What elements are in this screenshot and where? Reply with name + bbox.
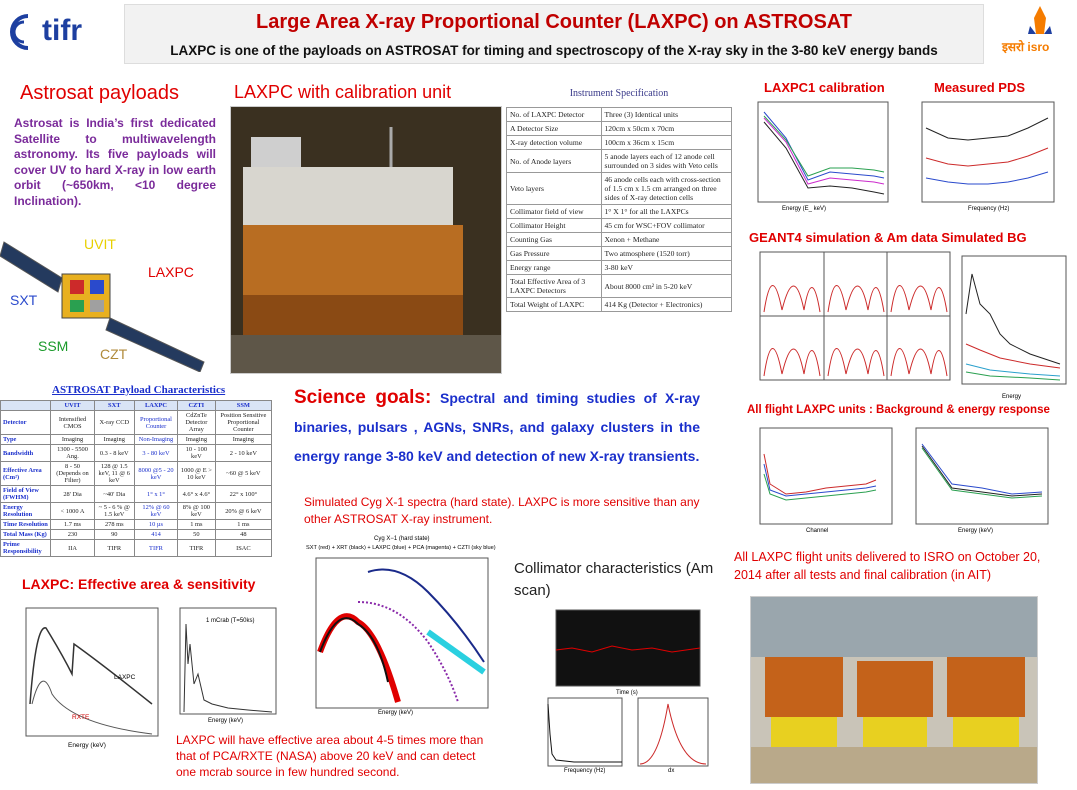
- payload-row: [1, 462, 272, 486]
- payload-cell: 8 - 50 (Depends on Filter): [51, 462, 94, 486]
- payload-cell: TIFR: [94, 540, 134, 557]
- spec-row: [507, 298, 732, 312]
- payload-cell: 1000 @ E > 10 keV: [178, 462, 216, 486]
- payload-row: [1, 540, 272, 557]
- payload-row-header: Type: [1, 435, 51, 445]
- payload-cell: 28' Dia: [51, 486, 94, 503]
- satellite-illustration: [0, 222, 226, 372]
- spec-param: Total Effective Area of 3 LAXPC Detectors: [507, 275, 602, 298]
- spec-heading: Instrument Specification: [569, 88, 669, 99]
- cyg-legend: SXT (red) + XRT (black) + LAXPC (blue) + PCA (magenta) + CZTI (sky blue): [306, 545, 496, 551]
- spec-row: [507, 219, 732, 233]
- effective-caption: LAXPC will have effective area about 4-5 times more than that of PCA/RXTE (NASA) above 20 keV and can detect one mcrab source in few hundred second.: [176, 733, 484, 779]
- payload-table-panel: [0, 400, 272, 557]
- tifr-logo: [6, 10, 106, 54]
- bg-plot-svg: [950, 254, 1068, 402]
- payload-row: [1, 503, 272, 520]
- spec-row: [507, 173, 732, 205]
- payload-cell: 22° x 100°: [215, 486, 271, 503]
- spec-value: About 8000 cm² in 5-20 keV: [601, 275, 732, 298]
- payload-cell: Imaging: [215, 435, 271, 445]
- label-laxpc: LAXPC: [148, 264, 194, 280]
- cyg-caption: Simulated Cyg X-1 spectra (hard state). LAXPC is more sensitive than any other ASTROSAT X-ray instrument.: [304, 495, 700, 526]
- label-czt: CZT: [100, 346, 128, 362]
- spec-panel: [506, 88, 732, 312]
- effective-heading: LAXPC: Effective area & sensitivity: [22, 576, 256, 592]
- payload-cell: 12% @ 60 keV: [134, 503, 177, 520]
- payload-cell: 278 ms: [94, 520, 134, 530]
- payload-col-header: [1, 401, 51, 411]
- laxpc-detector-photo: [231, 107, 501, 373]
- collimator-time-svg: [512, 606, 704, 700]
- spec-value: Xenon + Methane: [601, 233, 732, 247]
- spec-value: 120cm x 50cm x 70cm: [601, 122, 732, 136]
- collimator-time-plot: [512, 606, 704, 700]
- curve-rxte-label: RXTE: [72, 714, 90, 721]
- flight-bg-svg: [746, 424, 896, 542]
- payload-row-header: Prime Responsibility: [1, 540, 51, 557]
- spec-row: [507, 122, 732, 136]
- payload-cell: 230: [51, 530, 94, 540]
- payload-cell: 0.3 - 8 keV: [94, 445, 134, 462]
- payload-cell: 128 @ 1.5 keV, 11 @ 6 keV: [94, 462, 134, 486]
- payload-row-header: Bandwidth: [1, 445, 51, 462]
- payload-row: [1, 486, 272, 503]
- pds-plot-svg: [908, 98, 1058, 220]
- cyg-xlabel: Energy (keV): [378, 710, 414, 716]
- spec-param: Collimator Height: [507, 219, 602, 233]
- spec-value: 3-80 keV: [601, 261, 732, 275]
- payload-row-header: Energy Resolution: [1, 503, 51, 520]
- payload-cell: Intensified CMOS: [51, 411, 94, 435]
- collimator-freq-xlabel: Frequency (Hz): [564, 768, 606, 774]
- delivery-lab-photo: [751, 597, 1037, 783]
- calib-heading: LAXPC1 calibration: [764, 80, 885, 95]
- sensitivity-label: 1 mCrab (T=50ks): [206, 618, 255, 624]
- payload-col-header: CZTI: [178, 401, 216, 411]
- payload-row-header: Effective Area (Cm²): [1, 462, 51, 486]
- spec-value: Two atmosphere (1520 torr): [601, 247, 732, 261]
- payload-col-header: UVIT: [51, 401, 94, 411]
- spec-param: No. of Anode layers: [507, 150, 602, 173]
- cyg-plot-svg: [298, 532, 494, 720]
- spec-table: [506, 107, 732, 312]
- payload-row: [1, 445, 272, 462]
- payload-table-heading: ASTROSAT Payload Characteristics: [52, 384, 226, 396]
- payload-row-header: Detector: [1, 411, 51, 435]
- payload-cell: Imaging: [94, 435, 134, 445]
- collimator-heading: Collimator characteristics (Am scan): [514, 560, 714, 599]
- page-subtitle: LAXPC is one of the payloads on ASTROSAT for timing and spectroscopy of the X-ray sky in the 3-80 keV energy bands: [170, 43, 938, 58]
- payload-cell: IIA: [51, 540, 94, 557]
- spec-value: Three (3) Identical units: [601, 108, 732, 122]
- payload-cell: 414: [134, 530, 177, 540]
- payload-cell: < 1000 A: [51, 503, 94, 520]
- header-banner: [124, 4, 984, 64]
- payload-cell: Position Sensitive Proportional Counter: [215, 411, 271, 435]
- science-heading: Science goals:: [294, 387, 432, 408]
- payload-cell: 4.6° x 4.6°: [178, 486, 216, 503]
- payload-cell: CdZnTe Detector Array: [178, 411, 216, 435]
- payload-cell: 1300 - 5500 Ang.: [51, 445, 94, 462]
- spec-param: A Detector Size: [507, 122, 602, 136]
- payload-row-header: Time Resolution: [1, 520, 51, 530]
- payload-row-header: Total Mass (Kg): [1, 530, 51, 540]
- payload-cell: X-ray CCD: [94, 411, 134, 435]
- spec-value: 45 cm for WSC+FOV collimator: [601, 219, 732, 233]
- payload-cell: Imaging: [178, 435, 216, 445]
- delivery-photo: [750, 596, 1038, 784]
- payload-cell: 1° x 1°: [134, 486, 177, 503]
- collimator-freq-svg: [514, 694, 624, 778]
- spec-param: Collimator field of view: [507, 205, 602, 219]
- payload-cell: 2 - 10 keV: [215, 445, 271, 462]
- collimator-freq-plot: [514, 694, 624, 778]
- collimator-dx-plot: [624, 694, 710, 778]
- payload-cell: 8000 @5 - 20 keV: [134, 462, 177, 486]
- payload-cell: TIFR: [134, 540, 177, 557]
- isro-logo: [1000, 4, 1070, 56]
- pds-heading: Measured PDS: [934, 80, 1026, 95]
- spec-value: 46 anode cells each with cross-section of 1.5 cm x 1.5 cm arranged on three sides of X-ray detection cells: [601, 173, 732, 205]
- payload-cell: 90: [94, 530, 134, 540]
- science-text: Spectral and timing studies of X-ray binaries, pulsars , AGNs, SNRs, and galaxy clusters in the energy range 3-80 keV and detection of new X-ray transients.: [294, 390, 700, 464]
- tifr-wordmark: tifr: [42, 14, 82, 47]
- spec-row: [507, 247, 732, 261]
- spec-value: 414 Kg (Detector + Electronics): [601, 298, 732, 312]
- pds-xlabel: Frequency (Hz): [968, 206, 1010, 212]
- laxpc-photo: [230, 106, 502, 374]
- spec-value: 100cm x 36cm x 15cm: [601, 136, 732, 150]
- spec-param: X-ray detection volume: [507, 136, 602, 150]
- spec-param: Veto layers: [507, 173, 602, 205]
- label-uvit: UVIT: [84, 236, 116, 252]
- spec-row: [507, 275, 732, 298]
- label-sxt: SXT: [10, 292, 38, 308]
- spec-value: 5 anode layers each of 12 anode cell surrounded on 3 sides with Veto cells: [601, 150, 732, 173]
- spec-param: No. of LAXPC Detector: [507, 108, 602, 122]
- payload-cell: 1.7 ms: [51, 520, 94, 530]
- collimator-dx-xlabel: dx: [668, 768, 675, 774]
- flight-heading: All flight LAXPC units : Background & energy response: [747, 404, 1050, 416]
- payload-cell: ~60 @ 5 keV: [215, 462, 271, 486]
- isro-rocket-icon: [1000, 4, 1070, 38]
- cyg-plot: [298, 532, 494, 720]
- payload-cell: 48: [215, 530, 271, 540]
- geant-heading: GEANT4 simulation & Am data Simulated BG: [749, 230, 1027, 245]
- collimator-dx-svg: [624, 694, 710, 778]
- payload-cell: TIFR: [178, 540, 216, 557]
- payload-cell: 50: [178, 530, 216, 540]
- curve-laxpc-label: LAXPC: [114, 674, 136, 681]
- effective-xlabel: Energy (keV): [68, 742, 106, 749]
- calib-xlabel: Energy (E_ keV): [782, 206, 827, 212]
- payload-col-header: SSM: [215, 401, 271, 411]
- bg-xlabel: Energy: [1002, 394, 1022, 400]
- payload-cell: Non-Imaging: [134, 435, 177, 445]
- payload-cell: ~ 5 - 6 % @ 1.5 keV: [94, 503, 134, 520]
- calib-plot: [742, 98, 892, 220]
- payload-row: [1, 530, 272, 540]
- payload-cell: 3 - 80 keV: [134, 445, 177, 462]
- spec-param: Counting Gas: [507, 233, 602, 247]
- spec-row: [507, 136, 732, 150]
- payload-cell: 10 - 100 keV: [178, 445, 216, 462]
- spec-param: Energy range: [507, 261, 602, 275]
- spec-row: [507, 261, 732, 275]
- spec-row: [507, 233, 732, 247]
- effective-area-svg: [2, 604, 162, 752]
- flight-resp-plot: [902, 424, 1052, 542]
- astrosat-heading: Astrosat payloads: [20, 82, 179, 104]
- geant-plot-svg: [742, 250, 954, 392]
- spec-row: [507, 150, 732, 173]
- collimator-time-xlabel: Time (s): [616, 690, 638, 696]
- label-ssm: SSM: [38, 338, 69, 354]
- payload-cell: 8% @ 100 keV: [178, 503, 216, 520]
- payload-cell: 20% @ 6 keV: [215, 503, 271, 520]
- payload-cell: Imaging: [51, 435, 94, 445]
- sensitivity-xlabel: Energy (keV): [208, 718, 244, 724]
- payload-col-header: LAXPC: [134, 401, 177, 411]
- astrosat-text: Astrosat is India’s first dedicated Satellite to multiwavelength astronomy. Its five payloads will cover UV to hard X-ray in low earth orbit (~650km, <10 degree Inclination).: [14, 116, 216, 208]
- payload-row: [1, 520, 272, 530]
- payload-cell: 1 ms: [215, 520, 271, 530]
- spec-row: [507, 108, 732, 122]
- bg-plot: [950, 254, 1068, 402]
- laxpc-photo-heading: LAXPC with calibration unit: [234, 82, 452, 102]
- science-block: [294, 383, 700, 471]
- flight-xlabel-1: Channel: [806, 528, 829, 534]
- flight-bg-plot: [746, 424, 896, 542]
- spec-param: Gas Pressure: [507, 247, 602, 261]
- payload-cell: Proportional Counter: [134, 411, 177, 435]
- payload-cell: ISAC: [215, 540, 271, 557]
- isro-wordmark: इसरो isro: [1002, 40, 1050, 54]
- cyg-title: Cyg X−1 (hard state): [374, 536, 430, 542]
- spec-row: [507, 205, 732, 219]
- page-title: Large Area X-ray Proportional Counter (LAXPC) on ASTROSAT: [256, 11, 852, 33]
- payload-row: [1, 411, 272, 435]
- payload-cell: 1 ms: [178, 520, 216, 530]
- effective-area-plot: [2, 604, 162, 752]
- spec-param: Total Weight of LAXPC: [507, 298, 602, 312]
- sensitivity-plot: [168, 604, 280, 728]
- calib-plot-svg: [742, 98, 892, 220]
- payload-col-header: SXT: [94, 401, 134, 411]
- pds-plot: [908, 98, 1058, 220]
- payload-cell: ~40' Dia: [94, 486, 134, 503]
- delivery-caption: All LAXPC flight units delivered to ISRO on October 20, 2014 after all tests and final calibration (in AIT): [734, 550, 1041, 582]
- spec-value: 1° X 1° for all the LAXPCs: [601, 205, 732, 219]
- geant-plot: [742, 250, 954, 392]
- payload-row: [1, 435, 272, 445]
- payload-cell: 10 µs: [134, 520, 177, 530]
- payload-table: [0, 400, 272, 557]
- flight-xlabel-2: Energy (keV): [958, 528, 994, 534]
- payload-row-header: Field of View (FWHM): [1, 486, 51, 503]
- flight-resp-svg: [902, 424, 1052, 542]
